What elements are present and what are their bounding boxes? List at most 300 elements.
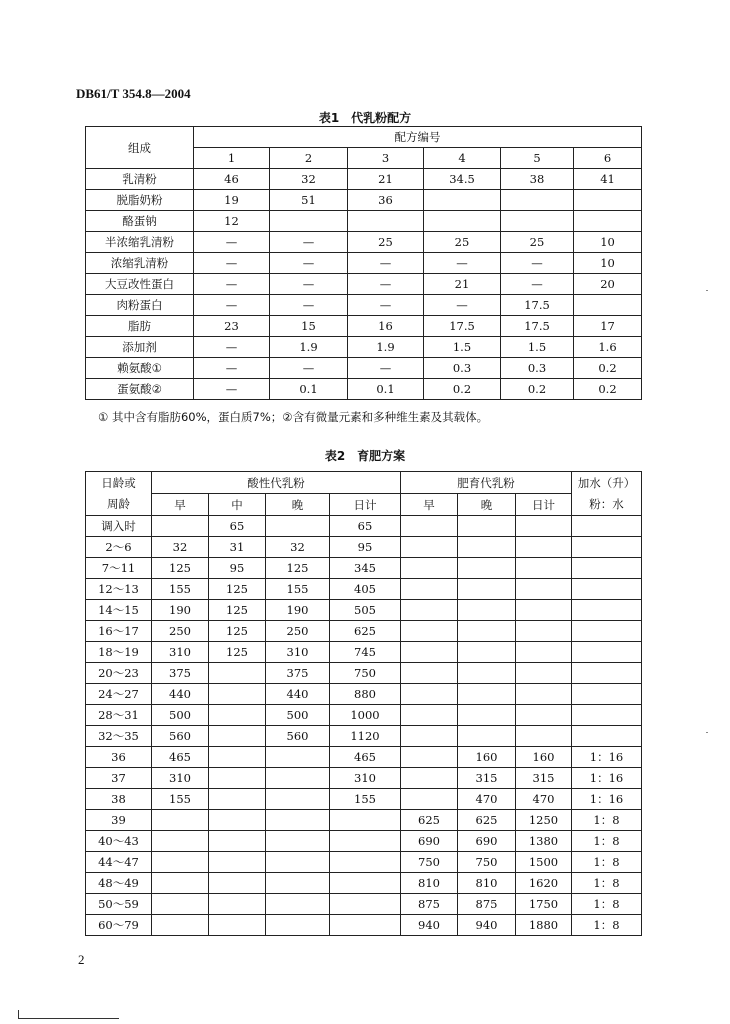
fatten-milk-value (516, 558, 572, 579)
age-cell: 24～27 (86, 684, 152, 705)
fatten-milk-value: 1500 (516, 852, 572, 873)
scan-speck (706, 732, 708, 733)
table2-row (86, 747, 642, 768)
acid-milk-value: 310 (330, 768, 401, 789)
acid-milk-value (209, 831, 266, 852)
age-cell: 7～11 (86, 558, 152, 579)
acid-milk-value: 32 (266, 537, 330, 558)
fatten-milk-value: 1250 (516, 810, 572, 831)
fatten-milk-value (401, 537, 458, 558)
water-ratio (572, 642, 642, 663)
fatten-milk-value: 1620 (516, 873, 572, 894)
fatten-col-evening: 晚 (458, 494, 516, 516)
acid-milk-value: 500 (266, 705, 330, 726)
formula-value: 1.6 (574, 337, 642, 358)
formula-value: — (348, 274, 424, 295)
acid-milk-value (209, 663, 266, 684)
acid-milk-value (266, 768, 330, 789)
acid-milk-value (152, 915, 209, 936)
age-cell: 44～47 (86, 852, 152, 873)
fatten-milk-value: 940 (458, 915, 516, 936)
formula-value: 10 (574, 253, 642, 274)
acid-milk-value (152, 873, 209, 894)
acid-milk-value (209, 915, 266, 936)
table1-row (86, 232, 642, 253)
age-cell: 20～23 (86, 663, 152, 684)
fatten-milk-value (516, 726, 572, 747)
fatten-milk-value (401, 516, 458, 537)
fatten-milk-value: 690 (458, 831, 516, 852)
formula-value: — (270, 253, 348, 274)
formula-value: 46 (194, 169, 270, 190)
formula-value: 23 (194, 316, 270, 337)
acid-milk-value: 125 (266, 558, 330, 579)
water-ratio: 1：16 (572, 789, 642, 810)
formula-value (270, 211, 348, 232)
water-ratio (572, 579, 642, 600)
component-name: 半浓缩乳清粉 (86, 232, 194, 253)
acid-milk-value (266, 831, 330, 852)
water-header-bottom: 粉：水 (572, 494, 642, 516)
fatten-milk-value (516, 537, 572, 558)
acid-milk-value: 310 (152, 768, 209, 789)
formula-value: — (194, 358, 270, 379)
water-ratio (572, 684, 642, 705)
acid-milk-value: 440 (152, 684, 209, 705)
component-name: 脱脂奶粉 (86, 190, 194, 211)
formula-number: 4 (424, 148, 501, 169)
formula-value: 0.2 (574, 358, 642, 379)
component-name: 浓缩乳清粉 (86, 253, 194, 274)
acid-milk-value: 465 (330, 747, 401, 768)
age-cell: 18～19 (86, 642, 152, 663)
age-cell: 38 (86, 789, 152, 810)
formula-value: 0.1 (348, 379, 424, 400)
acid-milk-value: 405 (330, 579, 401, 600)
fatten-milk-group-header: 肥育代乳粉 (401, 472, 572, 494)
table2-row (86, 516, 642, 537)
water-ratio (572, 663, 642, 684)
fatten-milk-value: 1880 (516, 915, 572, 936)
document-code: DB61/T 354.8—2004 (76, 86, 191, 101)
water-ratio: 1：8 (572, 915, 642, 936)
table2-row (86, 579, 642, 600)
water-ratio: 1：8 (572, 852, 642, 873)
formula-value: — (424, 295, 501, 316)
formula-value: 17.5 (501, 295, 574, 316)
acid-milk-value (152, 810, 209, 831)
acid-col-morning: 早 (152, 494, 209, 516)
age-cell: 40～43 (86, 831, 152, 852)
fatten-milk-value: 940 (401, 915, 458, 936)
fatten-milk-value (516, 621, 572, 642)
formula-value: 12 (194, 211, 270, 232)
fatten-milk-value (516, 516, 572, 537)
fatten-milk-value (516, 642, 572, 663)
acid-milk-value: 465 (152, 747, 209, 768)
fatten-milk-value: 315 (458, 768, 516, 789)
formula-value: 25 (501, 232, 574, 253)
water-ratio: 1：8 (572, 831, 642, 852)
fatten-milk-value: 160 (516, 747, 572, 768)
acid-milk-value (209, 726, 266, 747)
acid-milk-value (330, 894, 401, 915)
formula-value: 0.2 (574, 379, 642, 400)
fatten-milk-value (516, 600, 572, 621)
acid-milk-value: 375 (266, 663, 330, 684)
formula-value (501, 190, 574, 211)
acid-milk-value (152, 852, 209, 873)
fatten-milk-value (516, 705, 572, 726)
acid-milk-value: 500 (152, 705, 209, 726)
acid-milk-value (330, 852, 401, 873)
water-ratio: 1：16 (572, 747, 642, 768)
formula-number-header: 配方编号 (194, 127, 642, 148)
acid-milk-value: 375 (152, 663, 209, 684)
acid-milk-value (152, 516, 209, 537)
fatten-milk-value (401, 558, 458, 579)
fatten-milk-value: 470 (516, 789, 572, 810)
table1-row (86, 379, 642, 400)
formula-value (574, 295, 642, 316)
formula-number: 3 (348, 148, 424, 169)
fatten-milk-value (401, 705, 458, 726)
table2-row (86, 558, 642, 579)
water-ratio: 1：16 (572, 768, 642, 789)
acid-milk-value: 310 (266, 642, 330, 663)
fatten-milk-value (458, 705, 516, 726)
acid-milk-value (209, 789, 266, 810)
component-name: 添加剂 (86, 337, 194, 358)
water-ratio (572, 726, 642, 747)
formula-value: 21 (424, 274, 501, 295)
acid-milk-value: 1120 (330, 726, 401, 747)
acid-milk-value (209, 894, 266, 915)
fatten-milk-value (401, 621, 458, 642)
formula-value: 25 (424, 232, 501, 253)
formula-value: — (348, 253, 424, 274)
age-cell: 12～13 (86, 579, 152, 600)
formula-value: — (194, 295, 270, 316)
scan-speck (706, 290, 708, 291)
table2-row (86, 537, 642, 558)
fatten-milk-value: 315 (516, 768, 572, 789)
water-ratio (572, 558, 642, 579)
table2-row (86, 894, 642, 915)
table1-row (86, 337, 642, 358)
table2-row (86, 789, 642, 810)
fatten-milk-value (401, 600, 458, 621)
acid-milk-value: 190 (152, 600, 209, 621)
component-name: 大豆改性蛋白 (86, 274, 194, 295)
fatten-milk-value: 160 (458, 747, 516, 768)
acid-milk-value (209, 873, 266, 894)
age-cell: 60～79 (86, 915, 152, 936)
water-ratio (572, 600, 642, 621)
age-header-top: 日龄或 (86, 472, 152, 494)
fatten-milk-value (401, 747, 458, 768)
fatten-milk-value (458, 558, 516, 579)
acid-milk-value (152, 831, 209, 852)
table1-footnote: ① 其中含有脂肪60%，蛋白质7%；②含有微量元素和多种维生素及其载体。 (98, 410, 489, 424)
component-name: 肉粉蛋白 (86, 295, 194, 316)
formula-value: — (501, 274, 574, 295)
formula-number: 2 (270, 148, 348, 169)
formula-value: 16 (348, 316, 424, 337)
formula-value: — (194, 253, 270, 274)
table2-row (86, 831, 642, 852)
age-cell: 28～31 (86, 705, 152, 726)
table1-row (86, 190, 642, 211)
formula-value: — (270, 295, 348, 316)
water-ratio (572, 516, 642, 537)
table2-fattening-plan (85, 471, 642, 936)
table2-row (86, 852, 642, 873)
acid-milk-value (266, 873, 330, 894)
acid-milk-value: 65 (209, 516, 266, 537)
acid-milk-value (330, 831, 401, 852)
formula-number: 1 (194, 148, 270, 169)
formula-value (574, 190, 642, 211)
fatten-milk-value: 750 (458, 852, 516, 873)
formula-value (501, 211, 574, 232)
age-cell: 48～49 (86, 873, 152, 894)
fatten-milk-value (458, 537, 516, 558)
acid-milk-value (209, 747, 266, 768)
fatten-milk-value (516, 579, 572, 600)
formula-value: 0.2 (424, 379, 501, 400)
formula-value: — (501, 253, 574, 274)
fatten-milk-value (516, 663, 572, 684)
formula-value: 0.1 (270, 379, 348, 400)
acid-milk-value: 190 (266, 600, 330, 621)
formula-value: — (194, 379, 270, 400)
corner-mark (18, 1010, 119, 1019)
acid-milk-value: 95 (330, 537, 401, 558)
acid-col-evening: 晚 (266, 494, 330, 516)
age-cell: 14～15 (86, 600, 152, 621)
acid-milk-value: 440 (266, 684, 330, 705)
acid-milk-value: 750 (330, 663, 401, 684)
acid-milk-group-header: 酸性代乳粉 (152, 472, 401, 494)
acid-milk-value (330, 810, 401, 831)
formula-value: 38 (501, 169, 574, 190)
formula-value: — (424, 253, 501, 274)
formula-value: 51 (270, 190, 348, 211)
formula-value: 1.5 (424, 337, 501, 358)
fatten-milk-value: 625 (401, 810, 458, 831)
formula-value: 17.5 (501, 316, 574, 337)
acid-col-noon: 中 (209, 494, 266, 516)
age-cell: 37 (86, 768, 152, 789)
formula-value: 0.3 (501, 358, 574, 379)
formula-value: 0.3 (424, 358, 501, 379)
fatten-col-morning: 早 (401, 494, 458, 516)
fatten-milk-value (458, 642, 516, 663)
formula-value: — (194, 274, 270, 295)
formula-value: 21 (348, 169, 424, 190)
water-header-top: 加水（升） (572, 472, 642, 494)
formula-value: 41 (574, 169, 642, 190)
age-cell: 16～17 (86, 621, 152, 642)
formula-value: 1.9 (270, 337, 348, 358)
acid-milk-value: 155 (266, 579, 330, 600)
acid-milk-value (330, 873, 401, 894)
table1-row (86, 295, 642, 316)
acid-milk-value: 65 (330, 516, 401, 537)
water-ratio (572, 537, 642, 558)
fatten-milk-value (401, 726, 458, 747)
acid-milk-value (266, 894, 330, 915)
fatten-milk-value: 1380 (516, 831, 572, 852)
acid-milk-value (266, 789, 330, 810)
table1-row (86, 316, 642, 337)
formula-value: 1.5 (501, 337, 574, 358)
formula-number: 5 (501, 148, 574, 169)
formula-value (424, 190, 501, 211)
water-ratio: 1：8 (572, 810, 642, 831)
table2-row (86, 621, 642, 642)
fatten-milk-value (458, 684, 516, 705)
acid-milk-value (266, 915, 330, 936)
component-name: 脂肪 (86, 316, 194, 337)
fatten-milk-value (401, 684, 458, 705)
table1-row (86, 253, 642, 274)
formula-value: — (194, 232, 270, 253)
fatten-milk-value: 470 (458, 789, 516, 810)
age-cell: 2～6 (86, 537, 152, 558)
formula-value: 17.5 (424, 316, 501, 337)
table1-title: 表1 代乳粉配方 (318, 111, 412, 125)
acid-milk-value: 155 (330, 789, 401, 810)
acid-milk-value: 560 (152, 726, 209, 747)
formula-value: 15 (270, 316, 348, 337)
acid-milk-value: 310 (152, 642, 209, 663)
fatten-milk-value (401, 579, 458, 600)
acid-milk-value (152, 894, 209, 915)
formula-value: 0.2 (501, 379, 574, 400)
acid-milk-value: 95 (209, 558, 266, 579)
acid-milk-value: 31 (209, 537, 266, 558)
formula-value: — (270, 274, 348, 295)
acid-milk-value: 625 (330, 621, 401, 642)
acid-milk-value (266, 516, 330, 537)
age-header-bottom: 周龄 (86, 494, 152, 516)
fatten-milk-value: 750 (401, 852, 458, 873)
water-ratio: 1：8 (572, 894, 642, 915)
formula-value (424, 211, 501, 232)
component-name: 乳清粉 (86, 169, 194, 190)
age-cell: 调入时 (86, 516, 152, 537)
formula-value (348, 211, 424, 232)
formula-value: 10 (574, 232, 642, 253)
page-number: 2 (78, 952, 85, 967)
formula-value: 25 (348, 232, 424, 253)
fatten-milk-value (516, 684, 572, 705)
formula-value: 32 (270, 169, 348, 190)
acid-milk-value: 155 (152, 579, 209, 600)
component-name: 酪蛋钠 (86, 211, 194, 232)
table1-row (86, 169, 642, 190)
table2-row (86, 726, 642, 747)
acid-col-daily-total: 日计 (330, 494, 401, 516)
fatten-milk-value: 810 (458, 873, 516, 894)
acid-milk-value: 505 (330, 600, 401, 621)
fatten-milk-value: 875 (401, 894, 458, 915)
fatten-milk-value (401, 768, 458, 789)
acid-milk-value: 250 (152, 621, 209, 642)
table2-row (86, 600, 642, 621)
acid-milk-value: 560 (266, 726, 330, 747)
fatten-col-daily-total: 日计 (516, 494, 572, 516)
water-ratio: 1：8 (572, 873, 642, 894)
water-ratio (572, 621, 642, 642)
formula-value: — (348, 295, 424, 316)
composition-header: 组成 (86, 127, 194, 169)
table2-row (86, 810, 642, 831)
formula-value (574, 211, 642, 232)
fatten-milk-value (458, 516, 516, 537)
formula-value: — (270, 358, 348, 379)
acid-milk-value: 125 (152, 558, 209, 579)
age-cell: 50～59 (86, 894, 152, 915)
fatten-milk-value (401, 663, 458, 684)
table2-row (86, 663, 642, 684)
formula-value: — (194, 337, 270, 358)
table2-row (86, 768, 642, 789)
acid-milk-value: 32 (152, 537, 209, 558)
acid-milk-value: 745 (330, 642, 401, 663)
acid-milk-value: 125 (209, 579, 266, 600)
table1-row (86, 211, 642, 232)
fatten-milk-value (458, 726, 516, 747)
acid-milk-value (266, 852, 330, 873)
acid-milk-value: 125 (209, 642, 266, 663)
fatten-milk-value (401, 789, 458, 810)
fatten-milk-value: 625 (458, 810, 516, 831)
acid-milk-value: 155 (152, 789, 209, 810)
table1-row (86, 274, 642, 295)
table2-row (86, 873, 642, 894)
formula-value: 17 (574, 316, 642, 337)
age-cell: 32～35 (86, 726, 152, 747)
table1-formula (85, 126, 642, 400)
table2-row (86, 705, 642, 726)
fatten-milk-value: 1750 (516, 894, 572, 915)
table2-row (86, 684, 642, 705)
acid-milk-value (209, 768, 266, 789)
acid-milk-value (266, 810, 330, 831)
formula-number: 6 (574, 148, 642, 169)
acid-milk-value: 125 (209, 600, 266, 621)
acid-milk-value (209, 705, 266, 726)
formula-value: — (270, 232, 348, 253)
acid-milk-value: 345 (330, 558, 401, 579)
fatten-milk-value (458, 621, 516, 642)
formula-value: 34.5 (424, 169, 501, 190)
table2-row (86, 642, 642, 663)
fatten-milk-value (458, 579, 516, 600)
table2-row (86, 915, 642, 936)
acid-milk-value: 1000 (330, 705, 401, 726)
component-name: 赖氨酸① (86, 358, 194, 379)
acid-milk-value: 880 (330, 684, 401, 705)
acid-milk-value (266, 747, 330, 768)
acid-milk-value (209, 852, 266, 873)
water-ratio (572, 705, 642, 726)
age-cell: 36 (86, 747, 152, 768)
fatten-milk-value: 810 (401, 873, 458, 894)
